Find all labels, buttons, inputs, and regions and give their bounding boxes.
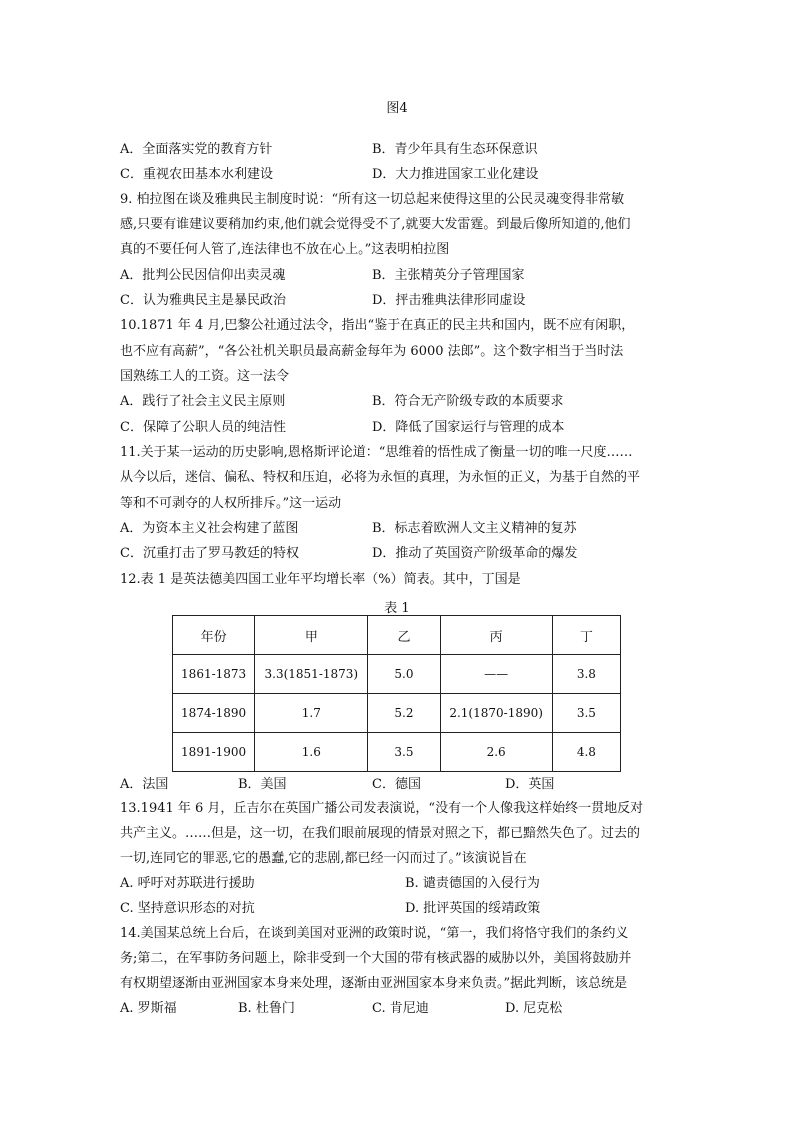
q9-option-c: C．认为雅典民主是暴民政治 xyxy=(120,293,286,308)
q11-option-a: A．为资本主义社会构建了蓝图 xyxy=(120,521,299,536)
growth-rate-table xyxy=(172,615,621,772)
q14-stem-line: 有权期望逐渐由亚洲国家本身来处理，逐渐由亚洲国家本身来负责。”据此判断，该总统是 xyxy=(120,976,628,991)
table-cell: 3.8 xyxy=(552,655,620,694)
q13-stem-line: 13.1941 年 6 月，丘吉尔在英国广播公司发表演说，“没有一个人像我这样始终一贯地反对 xyxy=(120,801,644,816)
q9-option-b: B．主张精英分子管理国家 xyxy=(372,268,525,283)
q12-stem: 12.表 1 是英法德美四国工业年平均增长率（%）简表。其中，丁国是 xyxy=(120,572,521,587)
table-cell: 1.6 xyxy=(255,733,368,772)
figure-caption: 图4 xyxy=(386,101,408,116)
table-row xyxy=(173,694,621,733)
q14-stem-line: 务;第二，在军事防务问题上，除非受到一个大国的带有核武器的威胁以外，美国将鼓励并 xyxy=(120,951,632,966)
table-header-row xyxy=(173,616,621,655)
q8-option-a: A．全面落实党的教育方针 xyxy=(120,142,273,157)
q12-option-d: D．英国 xyxy=(505,777,555,792)
q13-option-a: A. 呼吁对苏联进行援助 xyxy=(120,876,255,891)
q12-option-c: C．德国 xyxy=(372,777,421,792)
q9-option-d: D．抨击雅典法律形同虚设 xyxy=(372,293,526,308)
table-row xyxy=(173,655,621,694)
table-cell: 1891-1900 xyxy=(173,733,255,772)
table-cell: —— xyxy=(440,655,552,694)
table-header-cell: 丙 xyxy=(440,616,552,655)
q11-stem-line: 等和不可剥夺的人权所排斥。”这一运动 xyxy=(120,496,342,511)
table-header-cell: 乙 xyxy=(368,616,440,655)
q8-option-c: C．重视农田基本水利建设 xyxy=(120,167,273,182)
q10-stem-line: 也不应有高薪”，“各公社机关职员最高薪金每年为 6000 法郎”。这个数字相当于当时法 xyxy=(120,344,624,359)
q11-option-d: D．推动了英国资产阶级革命的爆发 xyxy=(372,546,578,561)
q10-option-d: D．降低了国家运行与管理的成本 xyxy=(372,420,565,435)
q13-stem-line: 一切,连同它的罪恶,它的愚蠢,它的悲剧,都已经一闪而过了。”该演说旨在 xyxy=(120,851,527,866)
table-header-cell: 甲 xyxy=(255,616,368,655)
q10-stem-line: 10.1871 年 4 月,巴黎公社通过法令，指出“鉴于在真正的民主共和国内，既不应有闲职， xyxy=(120,318,635,333)
table-cell: 3.3(1851-1873) xyxy=(255,655,368,694)
q14-stem-line: 14.美国某总统上台后，在谈到美国对亚洲的政策时说，“第一，我们将恪守我们的条约义 xyxy=(120,926,629,941)
q12-option-b: B．美国 xyxy=(238,777,287,792)
q8-option-d: D．大力推进国家工业化建设 xyxy=(372,167,539,182)
q13-option-c: C. 坚持意识形态的对抗 xyxy=(120,901,255,916)
table-cell: 1.7 xyxy=(255,694,368,733)
table-title: 表 1 xyxy=(384,601,410,616)
q10-option-b: B．符合无产阶级专政的本质要求 xyxy=(372,394,564,409)
q9-stem-line: 感,只要有谁建议要稍加约束,他们就会觉得受不了,就要大发雷霆。到最后像所知道的,他们 xyxy=(120,217,631,232)
q11-option-c: C．沉重打击了罗马教廷的特权 xyxy=(120,546,299,561)
q10-option-c: C．保障了公职人员的纯洁性 xyxy=(120,420,286,435)
q11-stem-line: 11.关于某一运动的历史影响,恩格斯评论道：“思维着的悟性成了衡量一切的唯一尺度…… xyxy=(120,445,633,460)
q14-option-c: C. 肯尼迪 xyxy=(372,1001,429,1016)
table-row xyxy=(173,733,621,772)
table-cell: 2.1(1870-1890) xyxy=(440,694,552,733)
q9-option-a: A．批判公民因信仰出卖灵魂 xyxy=(120,268,286,283)
q14-option-d: D. 尼克松 xyxy=(505,1001,563,1016)
q13-option-d: D. 批评英国的绥靖政策 xyxy=(405,901,541,916)
table-cell: 3.5 xyxy=(552,694,620,733)
table-cell: 2.6 xyxy=(440,733,552,772)
table-header-cell: 年份 xyxy=(173,616,255,655)
q12-option-a: A．法国 xyxy=(120,777,169,792)
table-cell: 1874-1890 xyxy=(173,694,255,733)
table-cell: 5.2 xyxy=(368,694,440,733)
table-cell: 3.5 xyxy=(368,733,440,772)
q13-stem-line: 共产主义。……但是，这一切，在我们眼前展现的情景对照之下，都已黯然失色了。过去的 xyxy=(120,826,641,841)
q13-option-b: B. 谴责德国的入侵行为 xyxy=(405,876,540,891)
table-cell: 1861-1873 xyxy=(173,655,255,694)
table-cell: 5.0 xyxy=(368,655,440,694)
q8-option-b: B．青少年具有生态环保意识 xyxy=(372,142,538,157)
q11-stem-line: 从今以后，迷信、偏私、特权和压迫，必将为永恒的真理，为永恒的正义，为基于自然的平 xyxy=(120,470,641,485)
q10-stem-line: 国熟练工人的工资。这一法令 xyxy=(120,369,290,384)
q11-option-b: B．标志着欧洲人文主义精神的复苏 xyxy=(372,521,577,536)
q14-option-a: A. 罗斯福 xyxy=(120,1001,177,1016)
q10-option-a: A．践行了社会主义民主原则 xyxy=(120,394,286,409)
q9-stem-line: 真的不要任何人管了,连法律也不放在心上。”这表明柏拉图 xyxy=(120,242,450,257)
table-header-cell: 丁 xyxy=(552,616,620,655)
table-cell: 4.8 xyxy=(552,733,620,772)
q14-option-b: B. 杜鲁门 xyxy=(238,1001,295,1016)
q9-stem-line: 9. 柏拉图在谈及雅典民主制度时说：“所有这一切总起来使得这里的公民灵魂变得非常敏 xyxy=(120,192,625,207)
